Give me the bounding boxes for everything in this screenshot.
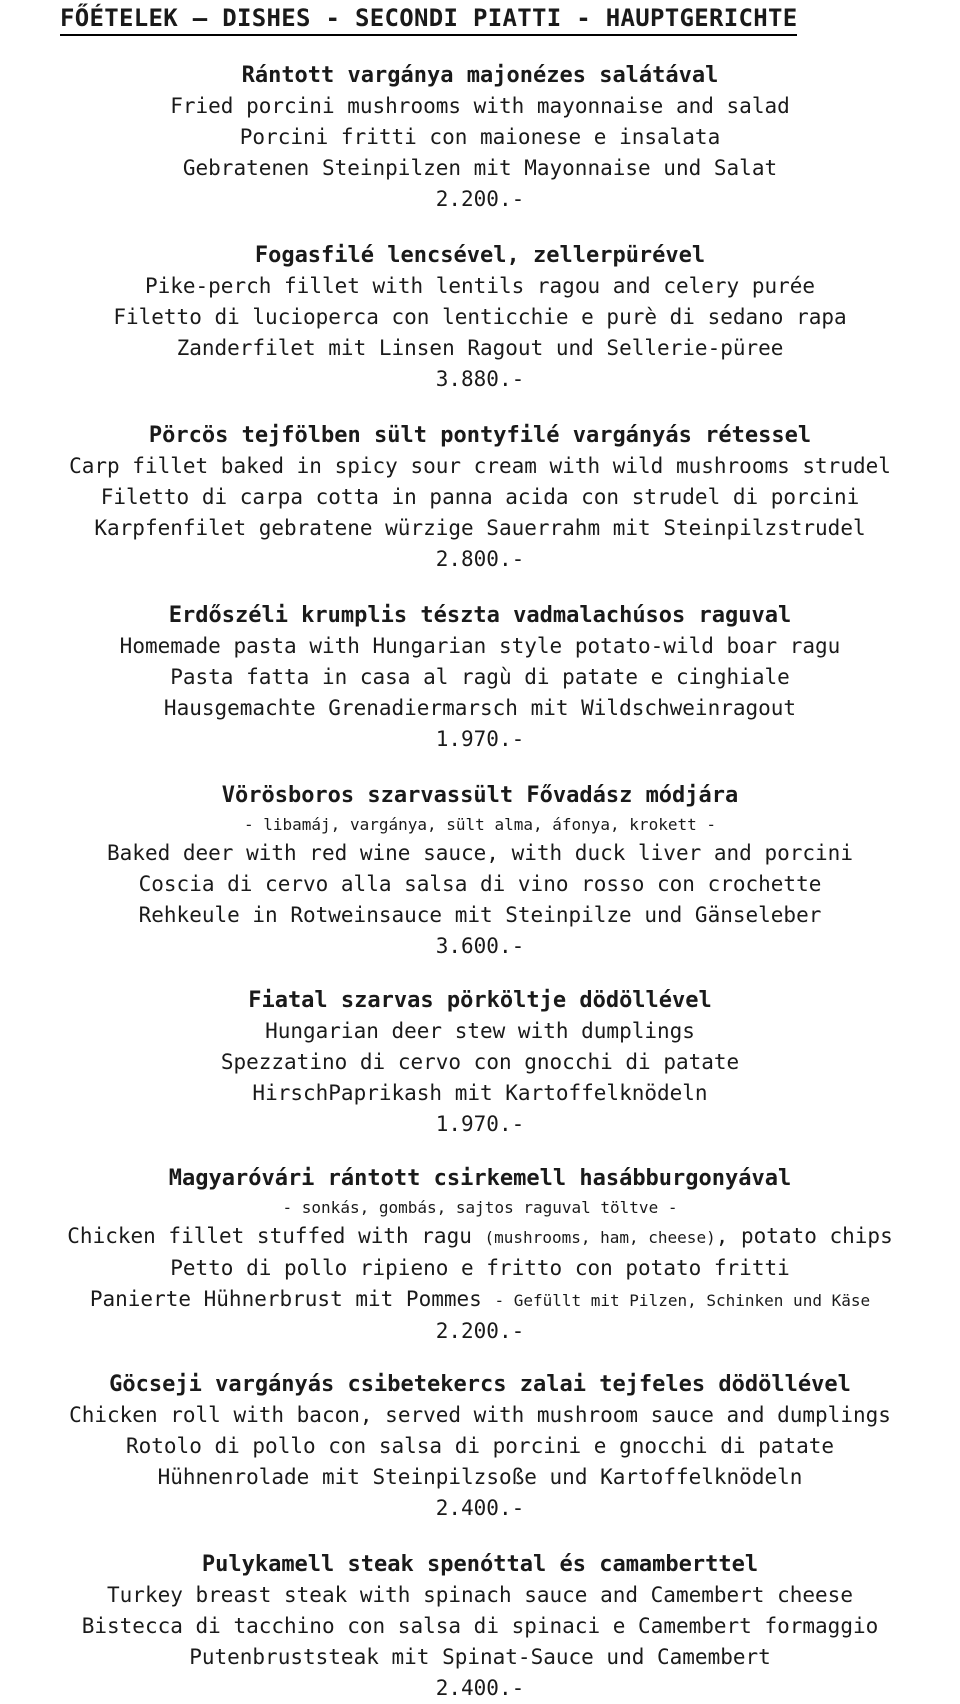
- dish-desc-en-main: Chicken fillet stuffed with ragu: [67, 1224, 485, 1248]
- dish-item: [0, 240, 960, 395]
- dish-desc-en: Homemade pasta with Hungarian style potato-wild boar ragu: [119, 634, 841, 658]
- dish-name-hu: Fiatal szarvas pörköltje dödöllével: [248, 988, 712, 1013]
- dish-desc-en: Baked deer with red wine sauce, with duck liver and porcini: [107, 841, 853, 865]
- dish-desc-it: Filetto di lucioperca con lenticchie e purè di sedano rapa: [113, 305, 847, 329]
- dish-desc-it: Bistecca di tacchino con salsa di spinaci e Camembert formaggio: [81, 1614, 879, 1638]
- dish-desc-en: Fried porcini mushrooms with mayonnaise and salad: [170, 94, 790, 118]
- dish-price: 2.200.-: [435, 187, 525, 211]
- dish-desc-de: [0, 1284, 960, 1316]
- dish-price: 2.400.-: [435, 1676, 525, 1700]
- dish-item: [0, 1163, 960, 1347]
- dish-name-hu: Rántott vargánya majonézes salátával: [241, 63, 719, 88]
- dish-desc-de: Hausgemachte Grenadiermarsch mit Wildschweinragout: [163, 696, 797, 720]
- dish-desc-it: Coscia di cervo alla salsa di vino rosso con crochette: [138, 872, 822, 896]
- dish-desc-de-main: Panierte Hühnerbrust mit Pommes: [89, 1287, 495, 1311]
- dish-price: 2.200.-: [435, 1319, 525, 1343]
- dish-desc-en: Carp fillet baked in spicy sour cream with wild mushrooms strudel: [69, 454, 891, 478]
- dish-price: 1.970.-: [435, 1112, 525, 1136]
- dish-price: 2.400.-: [435, 1496, 525, 1520]
- menu-title: FŐÉTELEK – DISHES - SECONDI PIATTI - HAUPTGERICHTE: [60, 2, 797, 36]
- dish-item: [0, 60, 960, 215]
- dish-desc-de: Hühnenrolade mit Steinpilzsoße und Kartoffelknödeln: [157, 1465, 803, 1489]
- dish-item: [0, 600, 960, 755]
- dish-desc-en: Hungarian deer stew with dumplings: [265, 1019, 695, 1043]
- dish-desc-de: Zanderfilet mit Linsen Ragout und Sellerie-püree: [176, 336, 784, 360]
- dish-name-hu: Pulykamell steak spenóttal és camamberttel: [201, 1552, 759, 1577]
- dish-name-hu: Vörösboros szarvassült Fővadász módjára: [221, 783, 739, 808]
- dish-desc-it: Filetto di carpa cotta in panna acida con strudel di porcini: [100, 485, 860, 509]
- dish-desc-de: Karpfenfilet gebratene würzige Sauerrahm mit Steinpilzstrudel: [94, 516, 866, 540]
- dish-desc-it: Porcini fritti con maionese e insalata: [239, 125, 721, 149]
- dish-filling-note: - sonkás, gombás, sajtos raguval töltve -: [282, 1198, 678, 1217]
- dish-desc-it: Pasta fatta in casa al ragù di patate e cinghiale: [170, 665, 790, 689]
- dish-desc-de-note: - Gefüllt mit Pilzen, Schinken und Käse: [494, 1291, 871, 1310]
- dish-desc-it: Rotolo di pollo con salsa di porcini e gnocchi di patate: [125, 1434, 834, 1458]
- dish-garnish-note: - libamáj, vargánya, sült alma, áfonya, krokett -: [243, 815, 716, 834]
- dish-desc-en: Pike-perch fillet with lentils ragou and celery purée: [144, 274, 816, 298]
- dish-price: 3.880.-: [435, 367, 525, 391]
- dish-desc-en: Turkey breast steak with spinach sauce and Camembert cheese: [107, 1583, 853, 1607]
- dish-desc-en: [0, 1221, 960, 1253]
- dish-name-hu: Magyaróvári rántott csirkemell hasábburgonyával: [168, 1166, 792, 1191]
- dish-price: 2.800.-: [435, 547, 525, 571]
- dish-item: [0, 780, 960, 962]
- dish-desc-en: Chicken roll with bacon, served with mushroom sauce and dumplings: [69, 1403, 891, 1427]
- dish-desc-en-note: (mushrooms, ham, cheese): [484, 1228, 716, 1247]
- dish-desc-it: Spezzatino di cervo con gnocchi di patate: [220, 1050, 740, 1074]
- dish-price: 3.600.-: [435, 934, 525, 958]
- dish-item: [0, 420, 960, 575]
- dish-desc-de: HirschPaprikash mit Kartoffelknödeln: [252, 1081, 708, 1105]
- dish-desc-de: Putenbruststeak mit Spinat-Sauce und Camembert: [189, 1645, 771, 1669]
- dish-desc-en-end: , potato chips: [715, 1224, 893, 1248]
- dish-name-hu: Fogasfilé lencsével, zellerpürével: [254, 243, 706, 268]
- dish-price: 1.970.-: [435, 727, 525, 751]
- dish-item: [0, 1369, 960, 1524]
- dish-item: [0, 985, 960, 1140]
- dish-item: [0, 1549, 960, 1704]
- dish-desc-it: Petto di pollo ripieno e fritto con potato fritti: [170, 1256, 790, 1280]
- dish-desc-de: Rehkeule in Rotweinsauce mit Steinpilze und Gänseleber: [138, 903, 822, 927]
- dish-name-hu: Pörcös tejfölben sült pontyfilé vargányás rétessel: [148, 423, 812, 448]
- dish-name-hu: Göcseji vargányás csibetekercs zalai tejfeles dödöllével: [109, 1372, 851, 1397]
- dish-name-hu: Erdőszéli krumplis tészta vadmalachúsos raguval: [168, 603, 792, 628]
- dish-desc-de: Gebratenen Steinpilzen mit Mayonnaise und Salat: [182, 156, 778, 180]
